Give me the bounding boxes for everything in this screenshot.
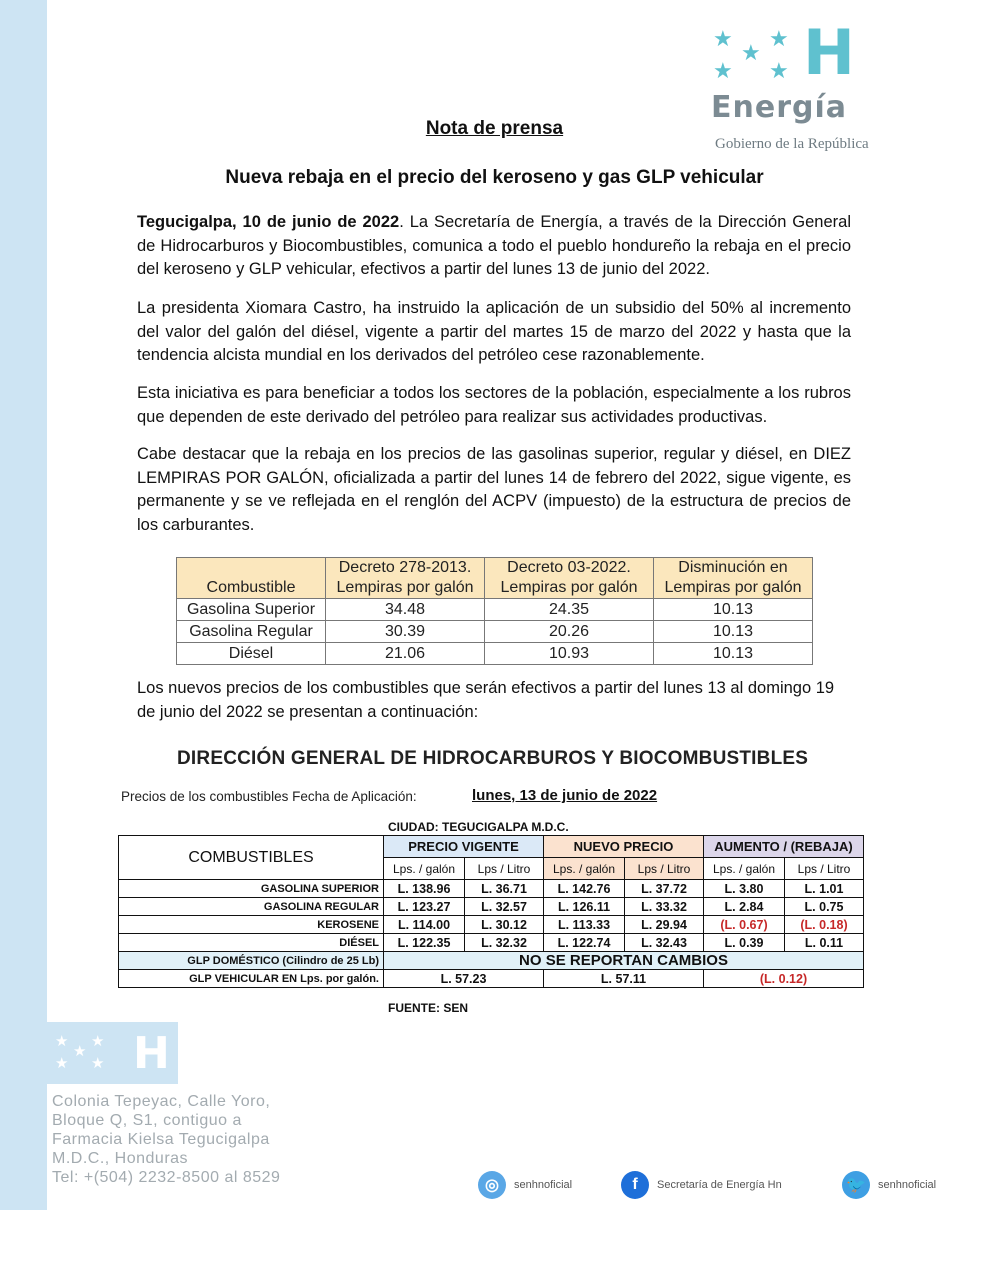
price-table-title: DIRECCIÓN GENERAL DE HIDROCARBUROS Y BIOCOMBUSTIBLES <box>177 748 809 769</box>
twitter-icon: 🐦 <box>842 1171 870 1199</box>
paragraph-1 <box>137 211 851 282</box>
group-aumento-rebaja: AUMENTO / (REBAJA) <box>704 836 864 858</box>
group-precio-vigente: PRECIO VIGENTE <box>384 836 544 858</box>
paragraph-1-text: . La Secretaría de Energía, a través de la Dirección General de Hidrocarburos y Biocombustibles, comunica a todo el pueblo hondureño la rebaja en el precio del keroseno y GLP vehicular, efectivos a partir del lunes 13 de junio del 2022. <box>137 213 851 278</box>
government-label: Gobierno de la República <box>715 136 869 152</box>
source-label: FUENTE: SEN <box>388 1001 469 1015</box>
table-row: Gasolina Regular 30.39 20.26 10.13 <box>177 621 813 643</box>
table-row: Diésel 21.06 10.93 10.13 <box>177 643 813 665</box>
paragraph-3: Esta iniciativa es para beneficiar a todos los sectores de la población, especialmente a los rubros que dependen de este derivado del petróleo para realizar sus actividades productivas. <box>137 384 851 426</box>
decree-table <box>176 557 813 665</box>
instagram-icon: ◎ <box>478 1171 506 1199</box>
facebook-link[interactable]: f Secretaría de Energía Hn <box>621 1170 782 1200</box>
group-nuevo-precio: NUEVO PRECIO <box>544 836 704 858</box>
fuel-price-table: COMBUSTIBLES PRECIO VIGENTE NUEVO PRECIO AUMENTO / (REBAJA) Lps. / galón Lps / Litro Lps. / galón Lps / Litro Lps. / galón Lps / Litro GASOLINA SUPERIOR L. 138.96 L. 36.71 L. 142.76 L. 37.72 L. 3.80 L. 1.01 GASOLINA REGULAR L. 123.27 L. 32.57 L. 126.11 L. 33.32 L. 2.84 L. 0.75 KEROSENE L. 114.00 L. 30.12 L. 113.33 L. 29.94 (L. 0.67) (L. 0.18) DIÉSEL L. 122.35 L. 32.32 L. 122.74 L. 32.43 L. 0.39 L. 0.11 GLP DOMÉSTICO (Cilindro de 25 Lb) NO SE REPORTAN CAMBIOS GLP VEHICULAR EN Lps. por galón. L. 57.23 L. 57.11 (L. 0.12) <box>118 835 864 988</box>
dateline: Tegucigalpa, 10 de junio de 2022 <box>137 213 400 231</box>
table-row: GASOLINA REGULAR L. 123.27 L. 32.57 L. 126.11 L. 33.32 L. 2.84 L. 0.75 <box>119 898 864 916</box>
decree-header-disminucion: Disminución en Lempiras por galón <box>654 558 813 599</box>
paragraph-4: Cabe destacar que la rebaja en los precios de las gasolinas superior, regular y diésel, en DIEZ LEMPIRAS POR GALÓN, oficializada a partir del lunes 14 de febrero del 2022, sigue vigente, es permanente y se ve reflejada en el renglón del ACPV (impuesto) de la estructura de precios de los carburantes. <box>137 445 851 534</box>
address-block: Colonia Tepeyac, Calle Yoro, Bloque Q, S1, contiguo a Farmacia Kielsa Tegucigalpa M.D.C., Honduras Tel: +(504) 2232-8500 al 8529 <box>52 1093 281 1186</box>
city-label: CIUDAD: TEGUCIGALPA M.D.C. <box>388 820 569 834</box>
table-row: KEROSENE L. 114.00 L. 30.12 L. 113.33 L. 29.94 (L. 0.67) (L. 0.18) <box>119 916 864 934</box>
paragraph-5: Los nuevos precios de los combustibles que serán efectivos a partir del lunes 13 al domingo 19 de junio del 2022 se presentan a continuación: <box>137 679 835 721</box>
table-row: GLP VEHICULAR EN Lps. por galón. L. 57.23 L. 57.11 (L. 0.12) <box>119 970 864 988</box>
decree-header-combustible: Combustible <box>177 558 326 599</box>
footer-logo: ★ ★ ★ ★ ★ H <box>47 1022 178 1084</box>
h-logo-icon: H <box>803 16 855 89</box>
stars-icon: ★ ★ ★ ★ ★ <box>713 26 789 83</box>
application-date: lunes, 13 de junio de 2022 <box>472 787 658 804</box>
instagram-link[interactable]: ◎ senhnoficial <box>478 1170 572 1200</box>
table-row: Gasolina Superior 34.48 24.35 10.13 <box>177 599 813 621</box>
combustibles-header: COMBUSTIBLES <box>119 836 384 880</box>
table-row: DIÉSEL L. 122.35 L. 32.32 L. 122.74 L. 32.43 L. 0.39 L. 0.11 <box>119 934 864 952</box>
brand-name: Energía <box>711 90 847 125</box>
twitter-link[interactable]: 🐦 senhnoficial <box>842 1170 936 1200</box>
paragraph-2: La presidenta Xiomara Castro, ha instruido la aplicación de un subsidio del 50% al incremento del valor del galón del diésel, vigente a partir del martes 15 de marzo del 2022 y hasta que la tendencia alcista mundial en los derivados del petróleo cese razonablemente. <box>137 299 851 364</box>
no-changes-notice: NO SE REPORTAN CAMBIOS <box>384 952 864 970</box>
h-logo-icon: H <box>133 1028 170 1079</box>
table-row: GLP DOMÉSTICO (Cilindro de 25 Lb) NO SE REPORTAN CAMBIOS <box>119 952 864 970</box>
page-title: Nota de prensa <box>425 118 564 139</box>
headline: Nueva rebaja en el precio del keroseno y gas GLP vehicular <box>225 167 764 188</box>
table-row: GASOLINA SUPERIOR L. 138.96 L. 36.71 L. 142.76 L. 37.72 L. 3.80 L. 1.01 <box>119 880 864 898</box>
decree-header-278: Decreto 278-2013. Lempiras por galón <box>326 558 485 599</box>
price-table-subtitle: Precios de los combustibles Fecha de Aplicación: <box>121 789 417 804</box>
facebook-icon: f <box>621 1171 649 1199</box>
decree-header-03: Decreto 03-2022. Lempiras por galón <box>485 558 654 599</box>
